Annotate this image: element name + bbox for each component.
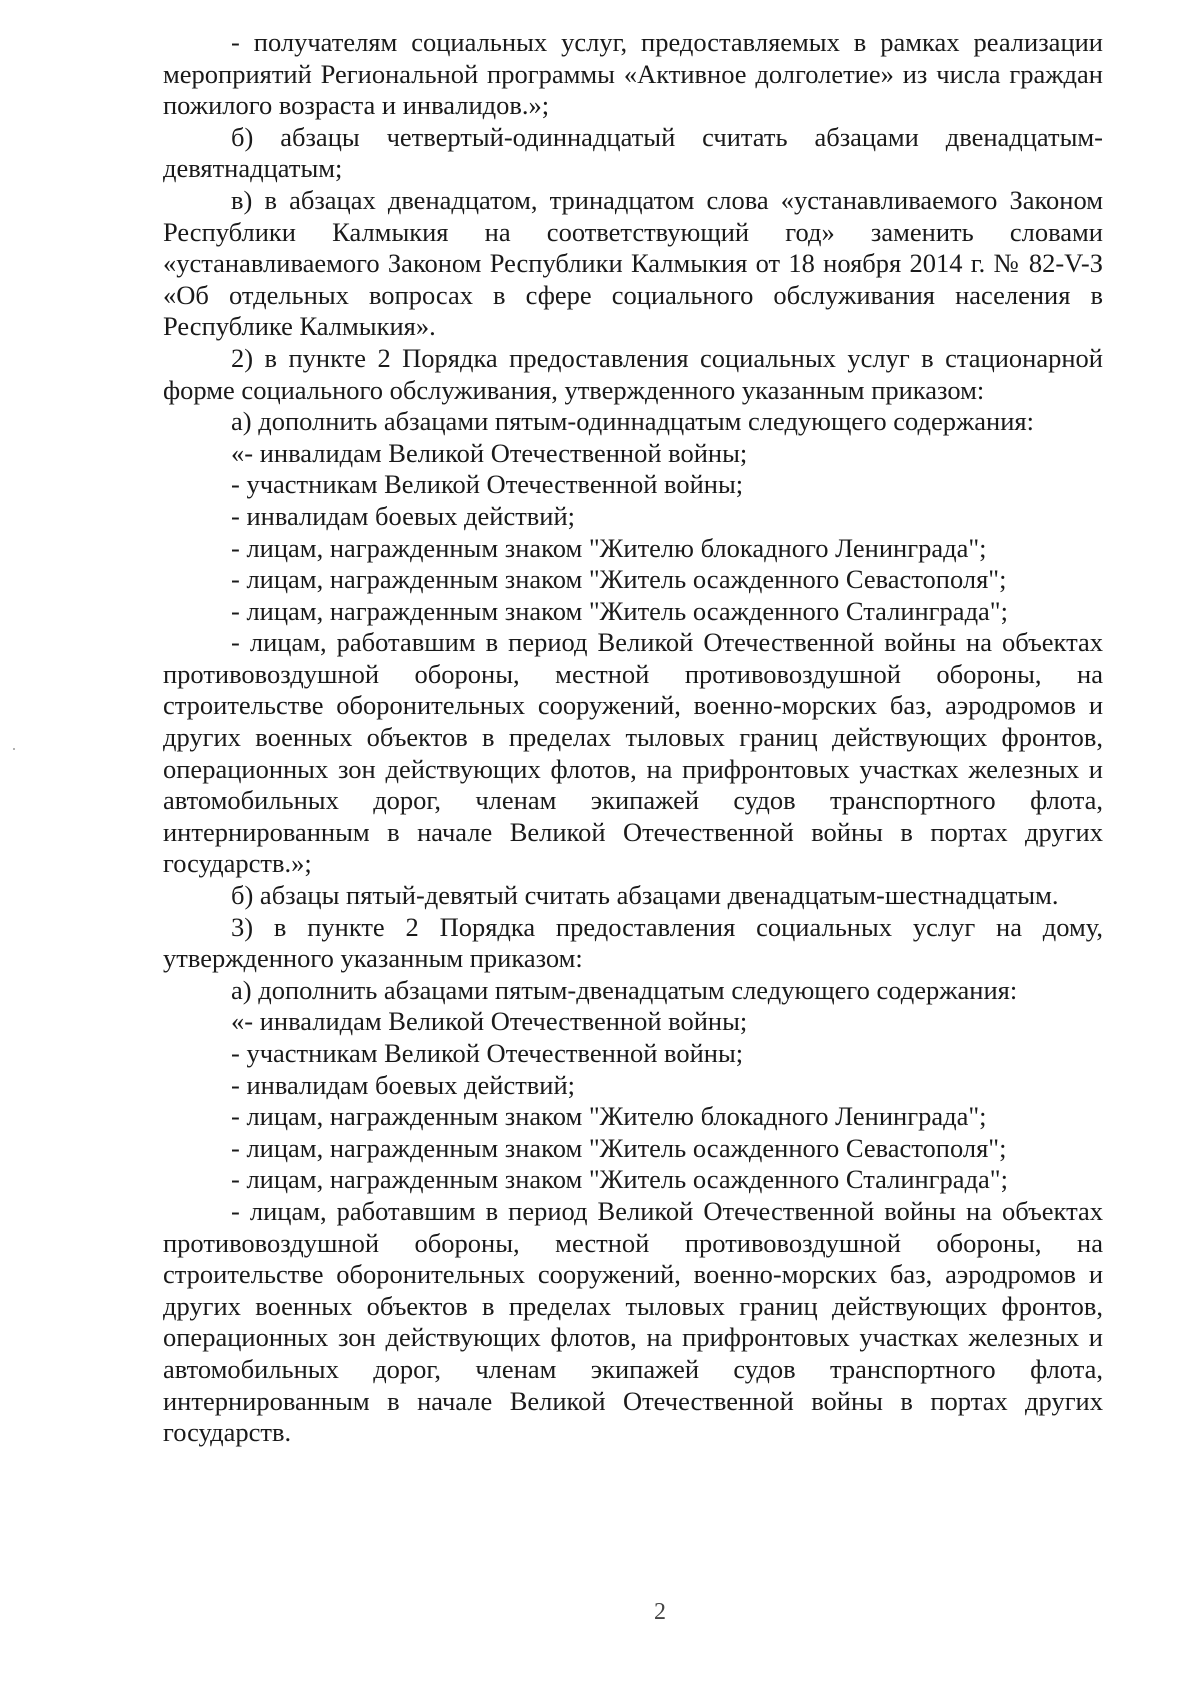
list-item: - лицам, награжденным знаком "Жителю блокадного Ленинграда"; xyxy=(231,1101,987,1132)
paragraph-1b-renumber: б) абзацы четвертый-одиннадцатый считать абзацами двенадцатым-девятнадцатым; xyxy=(163,121,1103,184)
paragraph-recipients-active-longevity: - получателям социальных услуг, предоставляемых в рамках реализации мероприятий Региональной программы «Активное долголетие» из числа граждан пожилого возраста и инвалидов.»; xyxy=(163,27,1103,121)
list-item: - участникам Великой Отечественной войны; xyxy=(231,469,744,500)
list-item: - лицам, награжденным знаком "Житель осажденного Севастополя"; xyxy=(231,564,1007,595)
list-item: - лицам, работавшим в период Великой Отечественной войны на объектах противовоздушной обороны, местной противовоздушной обороны, на строительстве оборонительных сооружений, военно-морских баз, аэродромов и других военных объектов в пределах тыловых границ действующих фронтов, операционных зон действующих флотов, на прифронтовых участках железных и автомобильных дорог, членам экипажей судов транспортного флота, интернированным в начале Великой Отечественной войны в портах других государств.»; xyxy=(163,627,1103,879)
list-item: - лицам, работавшим в период Великой Отечественной войны на объектах противовоздушной обороны, местной противовоздушной обороны, на строительстве оборонительных сооружений, военно-морских баз, аэродромов и других военных объектов в пределах тыловых границ действующих фронтов, операционных зон действующих флотов, на прифронтовых участках железных и автомобильных дорог, членам экипажей судов транспортного флота, интернированным в начале Великой Отечественной войны в портах других государств. xyxy=(163,1195,1103,1448)
list-item: - лицам, награжденным знаком "Жителю блокадного Ленинграда"; xyxy=(231,532,987,563)
paragraph-2b-renumber: б) абзацы пятый-девятый считать абзацами двенадцатым-шестнадцатым. xyxy=(231,880,1059,911)
list-item: - лицам, награжденным знаком "Житель осажденного Сталинграда"; xyxy=(231,595,1008,626)
paragraph-3-home-services: 3) в пункте 2 Порядка предоставления социальных услуг на дому, утвержденного указанным приказом: xyxy=(163,911,1103,974)
paragraph-2-stationary-form: 2) в пункте 2 Порядка предоставления социальных услуг в стационарной форме социального обслуживания, утвержденного указанным приказом: xyxy=(163,342,1103,405)
list-item: - лицам, награжденным знаком "Житель осажденного Севастополя"; xyxy=(231,1132,1007,1163)
list-item: - лицам, награжденным знаком "Житель осажденного Сталинграда"; xyxy=(231,1164,1008,1195)
paragraph-2a-add: а) дополнить абзацами пятым-одиннадцатым следующего содержания: xyxy=(231,406,1034,437)
page-number: 2 xyxy=(654,1599,666,1625)
paragraph-1v-replace-words: в) в абзацах двенадцатом, тринадцатом слова «устанавливаемого Законом Республики Калмыкия на соответствующий год» заменить словами «устанавливаемого Законом Республики Калмыкия от 18 ноября 2014 г. № 82-V-З «Об отдельных вопросах в сфере социального обслуживания населения в Республике Калмыкия». xyxy=(163,184,1103,342)
list-item: - инвалидам боевых действий; xyxy=(231,500,576,531)
list-item: - участникам Великой Отечественной войны; xyxy=(231,1038,744,1068)
list-item: «- инвалидам Великой Отечественной войны; xyxy=(231,437,748,468)
scan-speck xyxy=(13,748,15,750)
list-item: «- инвалидам Великой Отечественной войны; xyxy=(231,1006,748,1037)
document-body xyxy=(163,27,1103,1449)
list-item: - инвалидам боевых действий; xyxy=(231,1069,576,1100)
paragraph-3a-add: а) дополнить абзацами пятым-двенадцатым следующего содержания: xyxy=(231,974,1018,1005)
